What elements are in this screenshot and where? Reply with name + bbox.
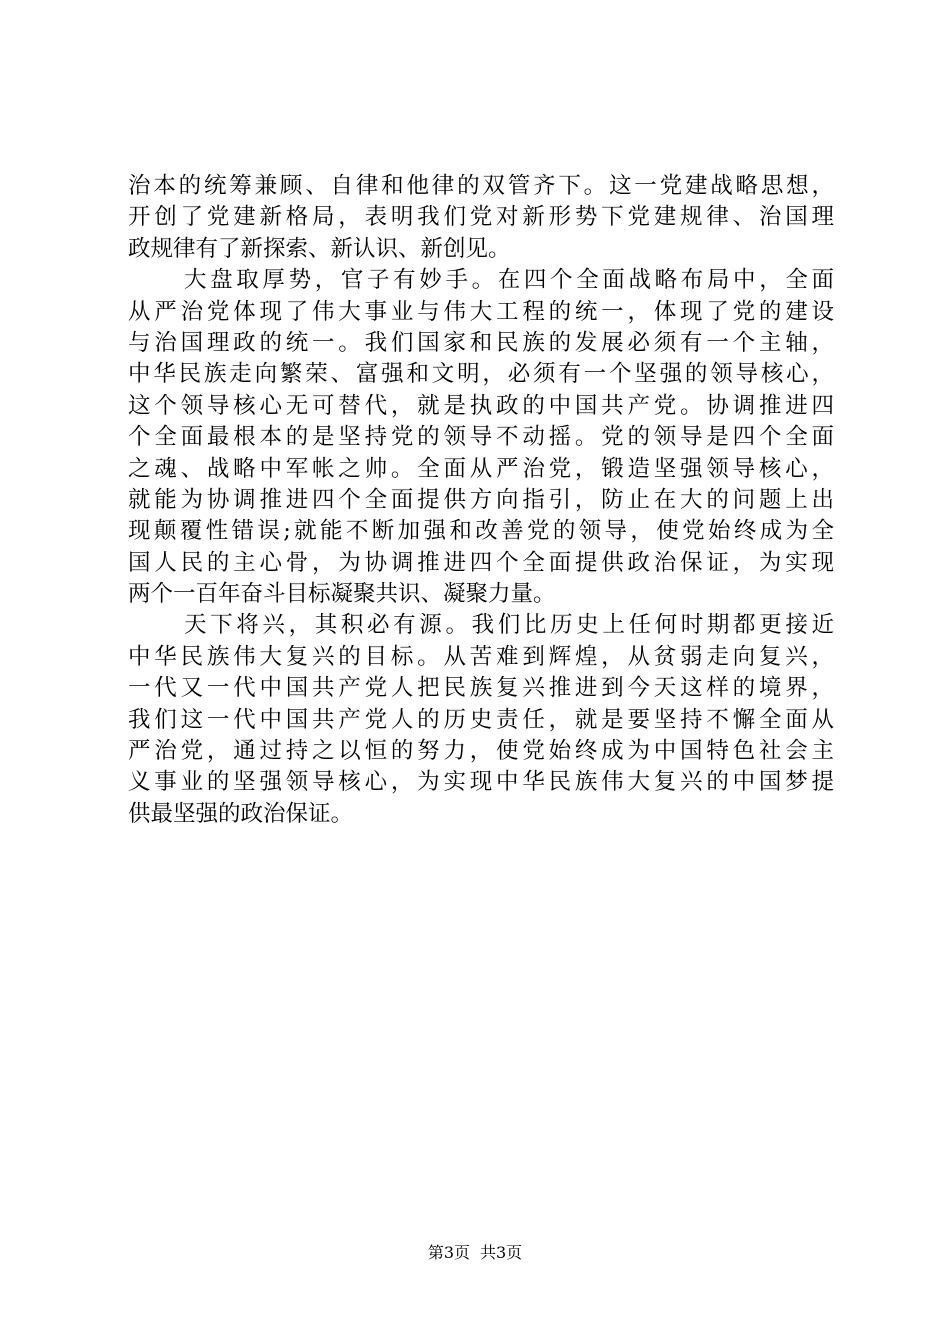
text-line: 开创了党建新格局，表明我们党对新形势下党建规律、治国理 — [128, 204, 834, 231]
text-line: 我们这一代中国共产党人的历史责任，就是要坚持不懈全面从 — [128, 706, 834, 733]
text-line: 中华民族伟大复兴的目标。从苦难到辉煌，从贫弱走向复兴， — [128, 643, 834, 670]
page-footer — [0, 1242, 950, 1264]
text-line: 政规律有了新探索、新认识、新创见。 — [128, 235, 511, 262]
paragraph-first-line: 天下将兴，其积必有源。我们比历史上任何时期都更接近 — [184, 612, 834, 639]
text-line: 个全面最根本的是坚持党的领导不动摇。党的领导是四个全面 — [128, 424, 834, 451]
text-line: 治本的统筹兼顾、自律和他律的双管齐下。这一党建战略思想， — [128, 173, 834, 199]
text-line: 与治国理政的统一。我们国家和民族的发展必须有一个主轴， — [128, 329, 834, 356]
text-line: 义事业的坚强领导核心，为实现中华民族伟大复兴的中国梦提 — [128, 769, 834, 796]
text-line: 这个领导核心无可替代，就是执政的中国共产党。协调推进四 — [128, 392, 834, 419]
text-line: 从严治党体现了伟大事业与伟大工程的统一，体现了党的建设 — [128, 298, 834, 325]
text-line: 两个一百年奋斗目标凝聚共识、凝聚力量。 — [128, 581, 556, 608]
text-line: 严治党，通过持之以恒的努力，使党始终成为中国特色社会主 — [128, 738, 834, 765]
text-line: 中华民族走向繁荣、富强和文明，必须有一个坚强的领导核心， — [128, 361, 834, 388]
text-line: 之魂、战略中军帐之帅。全面从严治党，锻造坚强领导核心， — [128, 455, 834, 482]
page-number: 第3页 — [427, 1243, 470, 1262]
text-line: 一代又一代中国共产党人把民族复兴推进到今天这样的境界， — [128, 675, 834, 702]
text-line: 现颠覆性错误;就能不断加强和改善党的领导，使党始终成为全 — [128, 518, 834, 545]
text-line: 供最坚强的政治保证。 — [128, 800, 354, 827]
text-line: 就能为协调推进四个全面提供方向指引，防止在大的问题上出 — [128, 486, 834, 513]
document-body — [128, 171, 834, 830]
page-total: 共3页 — [480, 1243, 523, 1262]
paragraph-first-line: 大盘取厚势，官子有妙手。在四个全面战略布局中，全面 — [184, 267, 834, 294]
text-line: 国人民的主心骨，为协调推进四个全面提供政治保证，为实现 — [128, 549, 834, 576]
